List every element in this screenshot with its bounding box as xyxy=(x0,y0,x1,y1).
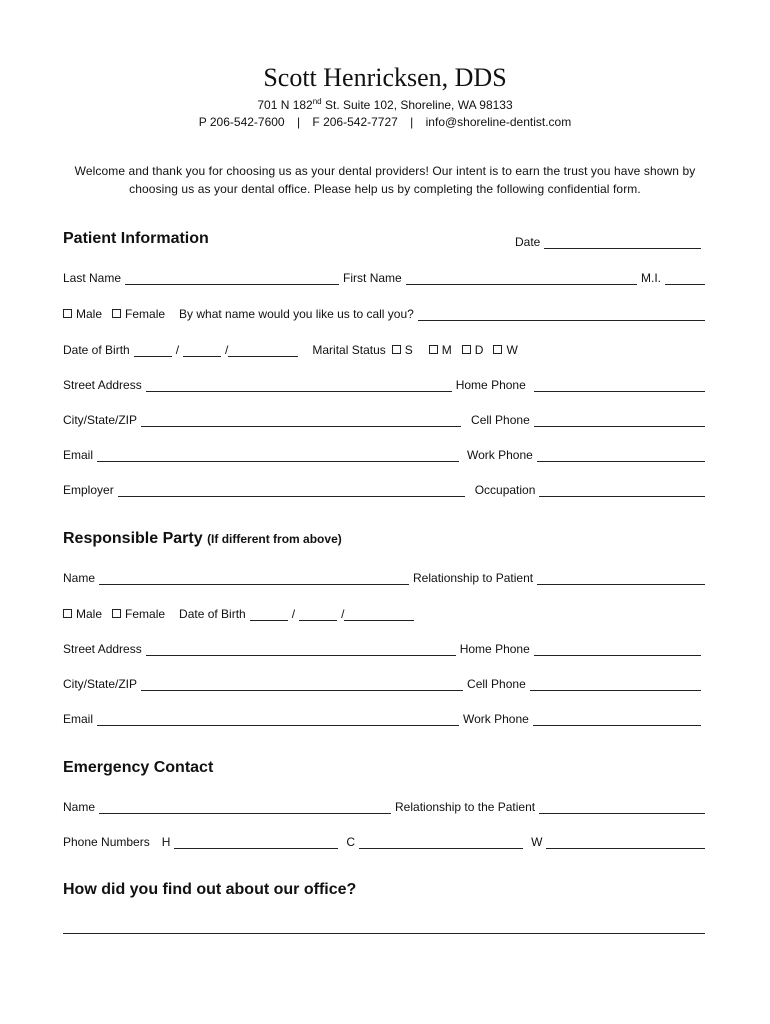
patient-info-heading: Patient Information xyxy=(63,230,209,247)
responsible-city-row xyxy=(63,675,705,691)
emergency-phones-row xyxy=(63,833,705,849)
work-w-label: W xyxy=(531,835,543,849)
nickname-line[interactable] xyxy=(418,309,705,321)
responsible-subheading: (If different from above) xyxy=(207,532,342,546)
last-name-line[interactable] xyxy=(125,273,339,285)
dob-slash: / xyxy=(225,343,229,357)
patient-name-row xyxy=(63,269,705,285)
responsible-street-row xyxy=(63,640,705,656)
marital-m-label: M xyxy=(441,343,452,357)
responsible-heading: Responsible Party xyxy=(63,530,203,547)
emergency-name-row xyxy=(63,798,705,814)
responsible-home-phone-line[interactable] xyxy=(534,644,701,656)
date-field[interactable] xyxy=(515,233,705,249)
responsible-street-line[interactable] xyxy=(146,644,456,656)
marital-d-checkbox[interactable] xyxy=(462,345,471,354)
patient-city-row xyxy=(63,411,705,427)
male-checkbox[interactable] xyxy=(63,309,72,318)
responsible-dob-year-line[interactable] xyxy=(344,609,414,621)
responsible-cell-phone-line[interactable] xyxy=(530,679,701,691)
responsible-male-option[interactable] xyxy=(63,607,102,621)
home-phone-label: Home Phone xyxy=(455,378,526,392)
marital-label: Marital Status xyxy=(312,343,386,357)
practice-name: Scott Henricksen, DDS xyxy=(263,63,507,92)
city-label: City/State/ZIP xyxy=(63,413,138,427)
responsible-work-phone-label: Work Phone xyxy=(463,712,529,726)
relationship-label: Relationship to Patient xyxy=(413,571,534,585)
responsible-email-label: Email xyxy=(63,712,94,726)
female-label: Female xyxy=(125,307,166,321)
emergency-relationship-label: Relationship to the Patient xyxy=(395,800,536,814)
emergency-cell-line[interactable] xyxy=(359,837,523,849)
patient-dob-row xyxy=(63,341,705,357)
referral-heading: How did you find out about our office? xyxy=(63,881,357,898)
marital-s-checkbox[interactable] xyxy=(392,345,401,354)
responsible-dob-day-line[interactable] xyxy=(299,609,337,621)
address-street-number: 701 N 182 xyxy=(257,98,313,112)
patient-employer-row xyxy=(63,481,705,497)
welcome-message: Welcome and thank you for choosing us as your dental providers! Our intent is to earn the trust you have shown by choosing us as your dental office. Please help us by completing the following confidential form. xyxy=(74,164,696,196)
date-label: Date xyxy=(515,235,541,249)
emergency-work-line[interactable] xyxy=(546,837,705,849)
responsible-cell-phone-label: Cell Phone xyxy=(467,677,526,691)
emergency-name-line[interactable] xyxy=(99,802,391,814)
phone-text: P 206-542-7600 xyxy=(198,115,285,129)
marital-m-checkbox[interactable] xyxy=(429,345,438,354)
dob-day-line[interactable] xyxy=(183,345,221,357)
responsible-home-phone-label: Home Phone xyxy=(459,642,530,656)
divider: | xyxy=(296,115,301,129)
responsible-female-option[interactable] xyxy=(112,607,165,621)
emergency-relationship-line[interactable] xyxy=(539,802,705,814)
divider: | xyxy=(410,115,414,129)
patient-gender-row xyxy=(63,305,705,321)
referral-answer-line[interactable] xyxy=(63,922,705,934)
mi-label: M.I. xyxy=(641,271,661,285)
responsible-dob-label: Date of Birth xyxy=(179,607,246,621)
responsible-female-checkbox[interactable] xyxy=(112,609,121,618)
mi-line[interactable] xyxy=(665,273,705,285)
responsible-work-phone-line[interactable] xyxy=(533,714,701,726)
marital-s-option[interactable] xyxy=(392,343,413,357)
marital-w-checkbox[interactable] xyxy=(493,345,502,354)
male-option[interactable] xyxy=(63,307,102,321)
responsible-name-row xyxy=(63,569,705,585)
responsible-gender-row xyxy=(63,605,705,621)
responsible-male-checkbox[interactable] xyxy=(63,609,72,618)
employer-label: Employer xyxy=(63,483,114,497)
emergency-home-line[interactable] xyxy=(174,837,338,849)
occupation-line[interactable] xyxy=(539,485,705,497)
emergency-heading: Emergency Contact xyxy=(63,759,214,776)
street-line[interactable] xyxy=(146,380,452,392)
nickname-label: By what name would you like us to call you? xyxy=(179,307,414,321)
work-phone-label: Work Phone xyxy=(467,448,533,462)
patient-street-row xyxy=(63,376,705,392)
marital-d-label: D xyxy=(474,343,484,357)
responsible-female-label: Female xyxy=(125,607,166,621)
cell-phone-line[interactable] xyxy=(534,415,705,427)
home-phone-line[interactable] xyxy=(534,380,705,392)
email-label: Email xyxy=(63,448,94,462)
responsible-dob-slash: / xyxy=(291,607,296,621)
last-name-label: Last Name xyxy=(63,271,122,285)
relationship-line[interactable] xyxy=(537,573,705,585)
practice-contact xyxy=(0,115,770,129)
address-ordinal: nd xyxy=(312,97,322,106)
city-line[interactable] xyxy=(141,415,461,427)
female-checkbox[interactable] xyxy=(112,309,121,318)
dob-slash: / xyxy=(175,343,180,357)
fax-text: F 206-542-7727 xyxy=(312,115,398,129)
female-option[interactable] xyxy=(112,307,165,321)
emergency-name-label: Name xyxy=(63,800,96,814)
responsible-email-row xyxy=(63,710,705,726)
phone-numbers-label: Phone Numbers xyxy=(63,835,150,849)
work-phone-line[interactable] xyxy=(537,450,705,462)
date-line[interactable] xyxy=(544,237,701,249)
address-rest: St. Suite 102, Shoreline, WA 98133 xyxy=(321,98,513,112)
cell-c-label: C xyxy=(346,835,356,849)
responsible-city-label: City/State/ZIP xyxy=(63,677,138,691)
marital-s-label: S xyxy=(404,343,413,357)
first-name-label: First Name xyxy=(343,271,402,285)
responsible-dob-month-line[interactable] xyxy=(250,609,288,621)
responsible-name-line[interactable] xyxy=(99,573,409,585)
responsible-name-label: Name xyxy=(63,571,96,585)
dob-year-line[interactable] xyxy=(228,345,298,357)
first-name-line[interactable] xyxy=(406,273,637,285)
responsible-heading-block xyxy=(63,530,342,548)
employer-line[interactable] xyxy=(118,485,465,497)
patient-email-row xyxy=(63,446,705,462)
male-label: Male xyxy=(76,307,103,321)
responsible-street-label: Street Address xyxy=(63,642,142,656)
cell-phone-label: Cell Phone xyxy=(471,413,530,427)
email-line[interactable] xyxy=(97,450,459,462)
marital-w-label: W xyxy=(506,343,518,357)
street-label: Street Address xyxy=(63,378,142,392)
home-h-label: H xyxy=(161,835,171,849)
dob-month-line[interactable] xyxy=(134,345,172,357)
marital-w-option[interactable] xyxy=(493,343,517,357)
responsible-dob-slash: / xyxy=(341,607,345,621)
dob-label: Date of Birth xyxy=(63,343,130,357)
marital-d-option[interactable] xyxy=(462,343,484,357)
occupation-label: Occupation xyxy=(474,483,536,497)
email-text: info@shoreline-dentist.com xyxy=(425,115,572,129)
responsible-city-line[interactable] xyxy=(141,679,463,691)
responsible-email-line[interactable] xyxy=(97,714,459,726)
practice-address xyxy=(0,97,770,112)
responsible-male-label: Male xyxy=(76,607,103,621)
marital-m-option[interactable] xyxy=(429,343,452,357)
